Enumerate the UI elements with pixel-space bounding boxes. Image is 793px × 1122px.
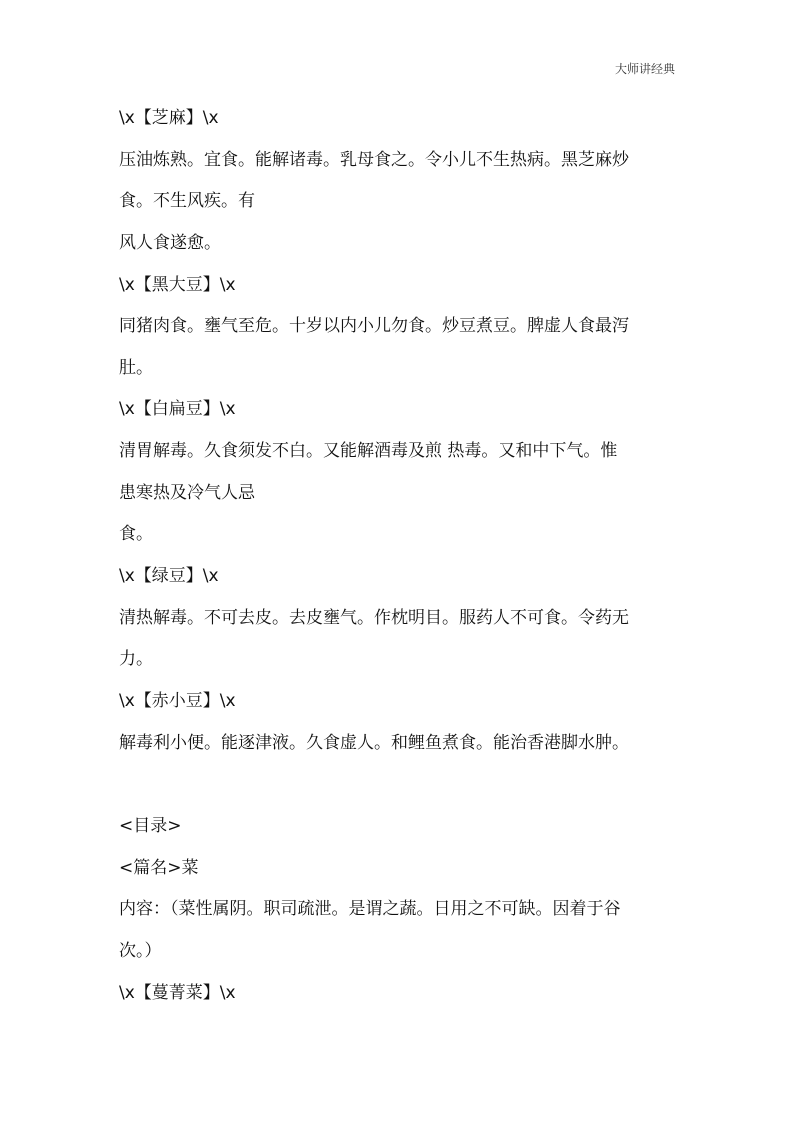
- entry-heading-manjingcai: \x【蔓菁菜】\x: [119, 983, 236, 1003]
- page-header: 大师讲经典: [614, 62, 675, 76]
- text-line: 解毒利小便。能逐津液。久食虚人。和鲤鱼煮食。能治香港脚水肿。: [119, 733, 629, 753]
- text-line: 压油炼熟。宜食。能解诸毒。乳母食之。令小儿不生热病。黑芝麻炒: [119, 150, 629, 170]
- text-line: 清热解毒。不可去皮。去皮壅气。作枕明目。服药人不可食。令药无: [119, 608, 629, 628]
- content-line: 内容：（菜性属阴。职司疏泄。是谓之蔬。日用之不可缺。因着于谷: [119, 899, 621, 919]
- entry-heading-baibiandou: \x【白扁豆】\x: [119, 399, 236, 419]
- entry-heading-heidadou: \x【黑大豆】\x: [119, 275, 236, 295]
- content-line: 次。）: [119, 941, 162, 961]
- entry-heading-chixiaodou: \x【赤小豆】\x: [119, 691, 236, 711]
- text-line: 食。不生风疾。有: [119, 191, 255, 211]
- catalog-tag: <目录>: [119, 816, 182, 836]
- text-line: 清胃解毒。久食须发不白。又能解酒毒及煎 热毒。又和中下气。惟: [119, 441, 618, 461]
- text-line: 力。: [119, 649, 153, 669]
- chapter-title-tag: <篇名>菜: [119, 858, 199, 878]
- text-line: 肚。: [119, 358, 153, 378]
- text-line: 食。: [119, 524, 153, 544]
- entry-heading-lvdou: \x【绿豆】\x: [119, 566, 219, 586]
- entry-heading-zhima: \x【芝麻】\x: [119, 108, 219, 128]
- text-line: 患寒热及冷气人忌: [119, 483, 255, 503]
- text-line: 风人食遂愈。: [119, 233, 221, 253]
- text-line: 同猪肉食。壅气至危。十岁以内小儿勿食。炒豆煮豆。脾虚人食最泻: [119, 316, 629, 336]
